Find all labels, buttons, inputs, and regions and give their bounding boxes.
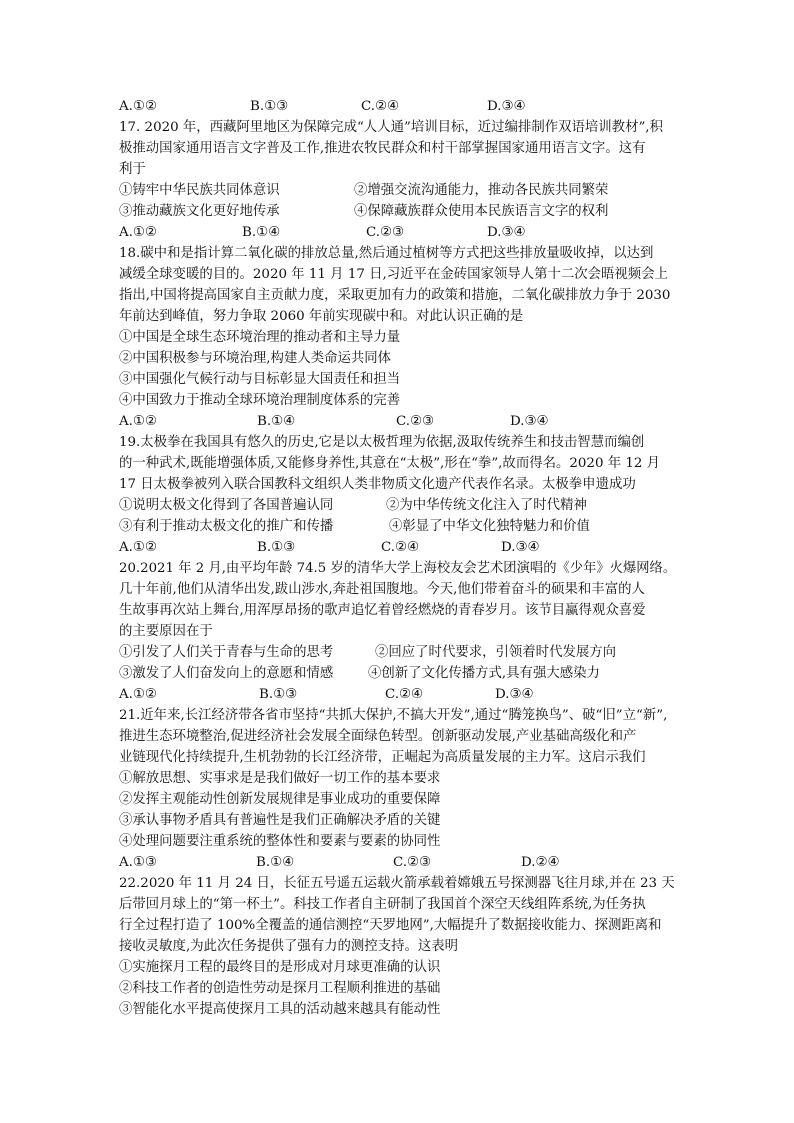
q22-stem-line: 后带回月球上的“第一杯土”。科技工作者自主研制了我国首个深空天线组阵系统,为任务执 — [119, 897, 646, 912]
q17-statement-1: ①铸牢中华民族共同体意识 — [119, 183, 280, 198]
q16-option-d: D.③④ — [487, 99, 526, 114]
q18-option-d: D.③④ — [510, 414, 549, 429]
q20-statement-4: ④创新了文化传播方式,具有强大感染力 — [368, 666, 600, 681]
q20-statement-3: ③激发了人们奋发向上的意愿和情感 — [119, 666, 334, 681]
q18-statement-3: ③中国强化气候行动与目标彰显大国责任和担当 — [119, 372, 401, 387]
q22-stem-line: 22.2020 年 11 月 24 日，长征五号遥五运载火箭承载着嫦娥五号探测器飞往月球,并在 23 天 — [119, 876, 675, 891]
q17-option-d: D.③④ — [487, 225, 526, 240]
q19-statement-2: ②为中华传统文化注入了时代精神 — [386, 498, 587, 513]
q20-stem-line: 的主要原因在于 — [119, 624, 213, 639]
q16-option-b: B.①③ — [250, 99, 289, 114]
q20-stem-line: 生故事再次站上舞台,用浑厚昂扬的歌声追忆着曾经燃烧的青春岁月。该节目赢得观众喜爱 — [119, 603, 646, 618]
q17-statement-3: ③推动藏族文化更好地传承 — [119, 204, 280, 219]
q18-statement-4: ④中国致力于推动全球环境治理制度体系的完善 — [119, 393, 401, 408]
q19-option-b: B.①③ — [257, 540, 296, 555]
q19-option-a: A.①② — [119, 540, 157, 555]
q22-stem-line: 行全过程打造了 100%全覆盖的通信测控“天罗地网”,大幅提升了数据接收能力、探测距离和 — [119, 918, 662, 933]
q17-statement-4: ④保障藏族群众使用本民族语言文字的权利 — [354, 204, 609, 219]
q17-stem-line: 利于 — [119, 162, 146, 177]
q19-stem-line: 的一种武术,既能增强体质,又能修身养性,其意在“太极”,形在“拳”,故而得名。2020 年 12 月 — [119, 456, 661, 471]
q21-statement-3: ③承认事物矛盾具有普遍性是我们正确解决矛盾的关键 — [119, 813, 441, 828]
q20-statement-2: ②回应了时代要求，引领着时代发展方向 — [375, 645, 617, 660]
q19-option-d: D.③④ — [501, 540, 540, 555]
q16-option-a: A.①② — [119, 99, 157, 114]
q16-option-c: C.②④ — [361, 99, 400, 114]
q19-stem-line: 19.太极拳在我国具有悠久的历史,它是以太极哲理为依据,汲取传统养生和技击智慧而编创 — [119, 435, 645, 450]
q19-option-c: C.②④ — [381, 540, 420, 555]
q22-stem-line: 接收灵敏度,为此次任务提供了强有力的测控支持。这表明 — [119, 939, 459, 954]
q18-option-b: B.①④ — [257, 414, 296, 429]
q20-stem-line: 20.2021 年 2 月,由平均年龄 74.5 岁的清华大学上海校友会艺术团演唱的《少年》火爆网络。 — [119, 561, 677, 576]
q21-option-a: A.①③ — [119, 855, 157, 870]
q19-statement-3: ③有利于推动太极文化的推广和传播 — [119, 519, 334, 534]
q20-statement-1: ①引发了人们关于青春与生命的思考 — [119, 645, 334, 660]
q21-stem-line: 推进生态环境整治,促进经济社会发展全面绿色转型。创新驱动发展,产业基础高级化和产 — [119, 729, 637, 744]
q21-statement-4: ④处理问题要注重系统的整体性和要素与要素的协同性 — [119, 834, 441, 849]
q22-statement-1: ①实施探月工程的最终目的是形成对月球更准确的认识 — [119, 960, 441, 975]
q18-stem-line: 减缓全球变暖的目的。2020 年 11 月 17 日,习近平在金砖国家领导人第十二次会晤视频会上 — [119, 267, 668, 282]
q17-option-a: A.①② — [119, 225, 157, 240]
q19-statement-4: ④彰显了中华文化独特魅力和价值 — [389, 519, 590, 534]
q17-option-c: C.②③ — [366, 225, 405, 240]
q20-option-c: C.②④ — [385, 687, 424, 702]
q17-stem-line: 极推动国家通用语言文字普及工作,推进农牧民群众和村干部掌握国家通用语言文字。这有 — [119, 141, 646, 156]
q20-option-b: B.①③ — [259, 687, 298, 702]
q21-stem-line: 业链现代化持续提升,生机勃勃的长江经济带，正崛起为高质量发展的主力军。这启示我们 — [119, 750, 646, 765]
q21-option-c: C.②③ — [393, 855, 432, 870]
q18-stem-line: 年前达到峰值，努力争取 2060 年前实现碳中和。对此认识正确的是 — [119, 309, 524, 324]
q18-stem-line: 指出,中国将提高国家自主贡献力度，采取更加有力的政策和措施，二氧化碳排放力争于 2030 — [119, 288, 671, 303]
q21-stem-line: 21.近年来,长江经济带各省市坚持“共抓大保护,不搞大开发”,通过“腾笼换鸟”、破“旧”立“新”, — [119, 708, 668, 723]
q19-statement-1: ①说明太极文化得到了各国普遍认同 — [119, 498, 334, 513]
q21-option-d: D.②④ — [521, 855, 560, 870]
q17-stem-line: 17. 2020 年，西藏阿里地区为保障完成“人人通”培训目标，近过编排制作双语培训教材”,积 — [119, 120, 663, 135]
q18-statement-1: ①中国是全球生态环境治理的推动者和主导力量 — [119, 330, 401, 345]
q21-statement-2: ②发挥主观能动性创新发展规律是事业成功的重要保障 — [119, 792, 441, 807]
q20-option-d: D.③④ — [495, 687, 534, 702]
q20-stem-line: 几十年前,他们从清华出发,跋山涉水,奔赴祖国腹地。今天,他们带着奋斗的硕果和丰富的人 — [119, 582, 645, 597]
q22-statement-2: ②科技工作者的创造性劳动是探月工程顺利推进的基础 — [119, 981, 441, 996]
q20-option-a: A.①② — [119, 687, 157, 702]
q21-statement-1: ①解放思想、实事求是是我们做好一切工作的基本要求 — [119, 771, 441, 786]
q22-statement-3: ③智能化水平提高使探月工具的活动越来越具有能动性 — [119, 1002, 441, 1017]
q18-option-c: C.②③ — [396, 414, 435, 429]
q17-statement-2: ②增强交流沟通能力，推动各民族共同繁荣 — [354, 183, 609, 198]
q21-option-b: B.①④ — [256, 855, 295, 870]
q18-stem-line: 18.碳中和是指计算二氧化碳的排放总量,然后通过植树等方式把这些排放量吸收掉，以达到 — [119, 246, 654, 261]
q19-stem-line: 17 日太极拳被列入联合国教科文组织人类非物质文化遗产代表作名录。太极拳申遗成功 — [119, 477, 636, 492]
q18-statement-2: ②中国积极参与环境治理,构建人类命运共同体 — [119, 351, 392, 366]
q17-option-b: B.①④ — [242, 225, 281, 240]
q18-option-a: A.①② — [119, 414, 157, 429]
